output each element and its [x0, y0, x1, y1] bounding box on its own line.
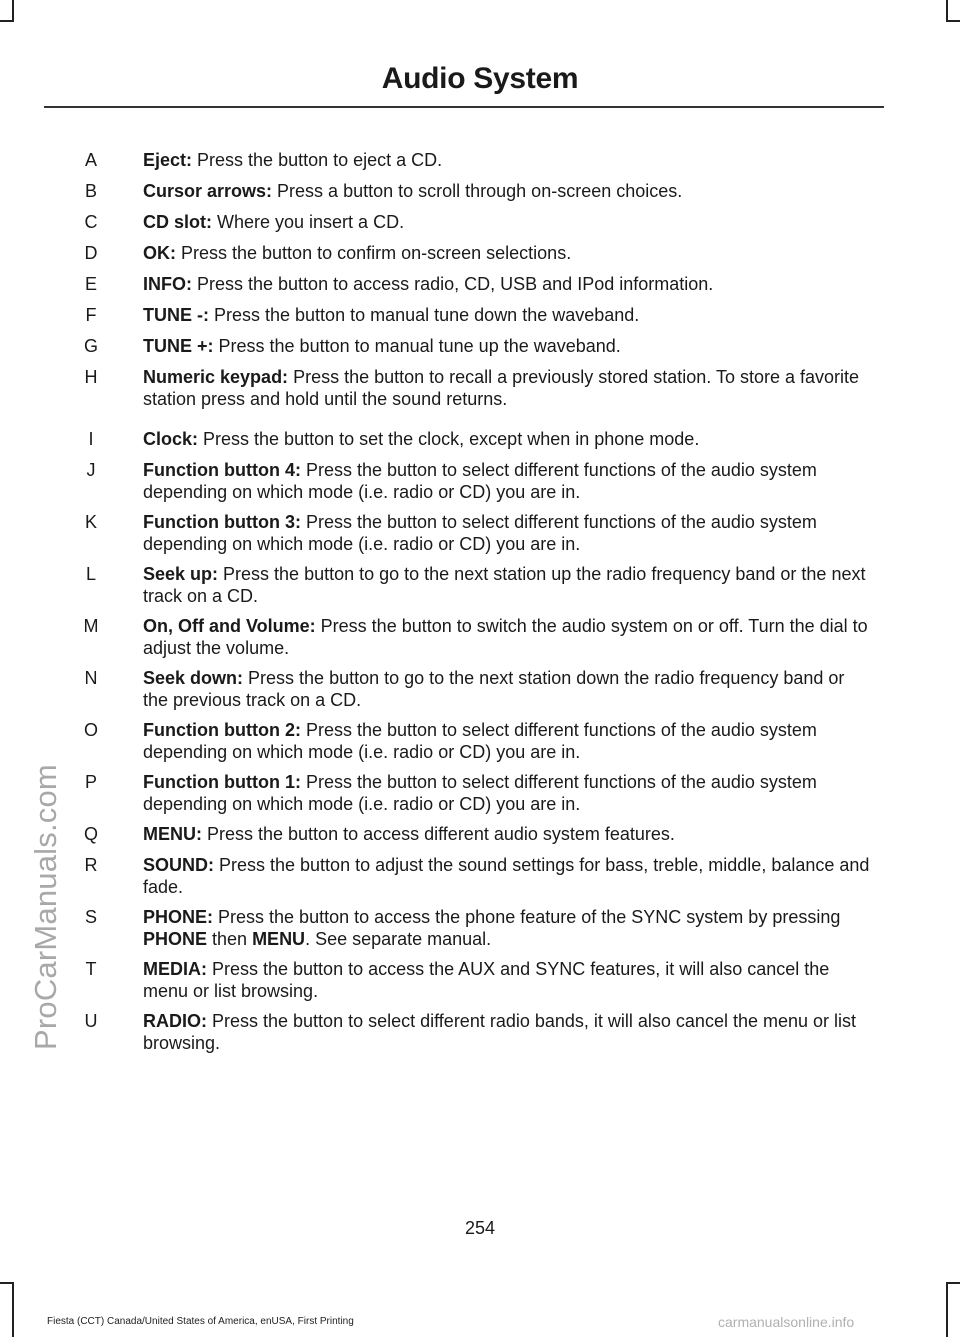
legend-description — [143, 304, 873, 326]
legend-letter: B — [84, 181, 97, 201]
legend-description — [143, 511, 873, 555]
footer-watermark: carmanualsonline.info — [718, 1314, 855, 1330]
legend-text: Press the button to eject a CD. — [192, 150, 443, 170]
legend-letter: R — [84, 855, 98, 875]
legend-term: Eject: — [143, 150, 193, 170]
crop-mark-top-left-v — [12, 0, 14, 22]
legend-description — [143, 180, 873, 202]
legend-text: Where you insert a CD. — [212, 212, 405, 232]
legend-description — [143, 667, 873, 711]
crop-mark-bottom-left-v — [12, 1282, 14, 1337]
legend-letter: C — [84, 212, 98, 232]
legend-letter: J — [86, 460, 96, 480]
legend-term: INFO: — [143, 274, 192, 294]
legend-description — [143, 719, 873, 763]
legend-letter: H — [84, 367, 98, 387]
legend-description — [143, 459, 873, 503]
legend-term: Cursor arrows: — [143, 181, 273, 201]
legend-letter: U — [84, 1011, 98, 1031]
legend-term: OK: — [143, 243, 176, 263]
legend-text: Press the button to manual tune down the waveband. — [209, 305, 640, 325]
crop-mark-bottom-right-v — [946, 1282, 948, 1337]
legend-description — [143, 854, 873, 898]
legend-description — [143, 1010, 873, 1054]
legend-letter: A — [84, 150, 97, 170]
legend-description — [143, 823, 873, 845]
legend-term: Seek up: — [143, 564, 219, 584]
legend-term: SOUND: — [143, 855, 214, 875]
legend-description — [143, 335, 873, 357]
legend-description — [143, 563, 873, 607]
legend-text: then — [207, 929, 253, 949]
legend-term: Clock: — [143, 429, 199, 449]
legend-term: MEDIA: — [143, 959, 207, 979]
crop-mark-bottom-right-h — [946, 1282, 960, 1284]
legend-term: Numeric keypad: — [143, 367, 289, 387]
legend-keyword: MENU — [252, 929, 306, 949]
legend-letter: P — [84, 772, 97, 792]
side-watermark: ProCarManuals.com — [28, 764, 63, 1050]
legend-text: Press the button to select different functions of the audio system depending on which mode (i.e. radio or CD) you are in. — [143, 460, 817, 502]
crop-mark-top-right-v — [946, 0, 948, 22]
legend-term: Function button 2: — [143, 720, 301, 740]
legend-description — [143, 366, 873, 410]
legend-text: Press the button to select different functions of the audio system depending on which mode (i.e. radio or CD) you are in. — [143, 720, 817, 762]
legend-term: Function button 4: — [143, 460, 301, 480]
legend-term: PHONE: — [143, 907, 214, 927]
page-title: Audio System — [381, 62, 579, 95]
legend-text: Press the button to manual tune up the waveband. — [213, 336, 621, 356]
legend-text: Press the button to go to the next station up the radio frequency band or the next track on a CD. — [143, 564, 866, 606]
legend-description — [143, 615, 873, 659]
legend-term: On, Off and Volume: — [143, 616, 316, 636]
legend-term: TUNE -: — [143, 305, 209, 325]
legend-description — [143, 906, 873, 950]
legend-letter: T — [85, 959, 97, 979]
legend-term: RADIO: — [143, 1011, 207, 1031]
page-number: 254 — [464, 1218, 496, 1238]
legend-term: Function button 1: — [143, 772, 301, 792]
legend-letter: K — [84, 512, 97, 532]
legend-text: Press the button to select different functions of the audio system depending on which mode (i.e. radio or CD) you are in. — [143, 772, 817, 814]
legend-keyword: PHONE — [143, 929, 208, 949]
legend-description — [143, 211, 873, 233]
legend-description — [143, 273, 873, 295]
legend-letter: G — [83, 336, 98, 356]
legend-description — [143, 242, 873, 264]
footer-edition-text: Fiesta (CCT) Canada/United States of America, enUSA, First Printing — [47, 1316, 354, 1327]
legend-term: Seek down: — [143, 668, 244, 688]
legend-description — [143, 149, 873, 171]
legend-text: Press the button to select different functions of the audio system depending on which mode (i.e. radio or CD) you are in. — [143, 512, 817, 554]
legend-text: Press the button to confirm on-screen selections. — [176, 243, 572, 263]
legend-text: Press the button to switch the audio system on or off. Turn the dial to adjust the volume. — [143, 616, 868, 658]
legend-text: Press the button to access different audio system features. — [202, 824, 675, 844]
legend-term: Function button 3: — [143, 512, 301, 532]
legend-letter: E — [84, 274, 97, 294]
legend-text: Press a button to scroll through on-screen choices. — [272, 181, 683, 201]
crop-mark-bottom-left-h — [0, 1282, 14, 1284]
legend-description — [143, 428, 873, 450]
legend-letter: M — [83, 616, 99, 636]
legend-text: Press the button to recall a previously stored station. To store a favorite station press and hold until the sound returns. — [143, 367, 860, 409]
legend-letter: N — [84, 668, 98, 688]
crop-mark-top-right-h — [946, 20, 960, 22]
legend-text: . See separate manual. — [305, 929, 492, 949]
legend-text: Press the button to set the clock, except when in phone mode. — [198, 429, 700, 449]
legend-term: MENU: — [143, 824, 202, 844]
legend-term: CD slot: — [143, 212, 212, 232]
legend-letter: L — [85, 564, 96, 584]
legend-description — [143, 958, 873, 1002]
legend-text: Press the button to access radio, CD, USB and IPod information. — [192, 274, 714, 294]
legend-term: TUNE +: — [143, 336, 214, 356]
legend-letter: Q — [83, 824, 98, 844]
legend-letter: D — [84, 243, 98, 263]
legend-text: Press the button to select different radio bands, it will also cancel the menu or list browsing. — [143, 1011, 857, 1053]
legend-letter: O — [83, 720, 98, 740]
legend-letter: I — [88, 429, 94, 449]
legend-letter: F — [85, 305, 97, 325]
crop-mark-top-left-h — [0, 20, 14, 22]
title-divider — [44, 106, 884, 108]
legend-text: Press the button to access the AUX and SYNC features, it will also cancel the menu or list browsing. — [143, 959, 830, 1001]
legend-description — [143, 771, 873, 815]
legend-text: Press the button to adjust the sound settings for bass, treble, middle, balance and fade. — [143, 855, 870, 897]
legend-text: Press the button to access the phone feature of the SYNC system by pressing — [213, 907, 841, 927]
legend-text: Press the button to go to the next station down the radio frequency band or the previous track on a CD. — [143, 668, 845, 710]
legend-letter: S — [84, 907, 97, 927]
